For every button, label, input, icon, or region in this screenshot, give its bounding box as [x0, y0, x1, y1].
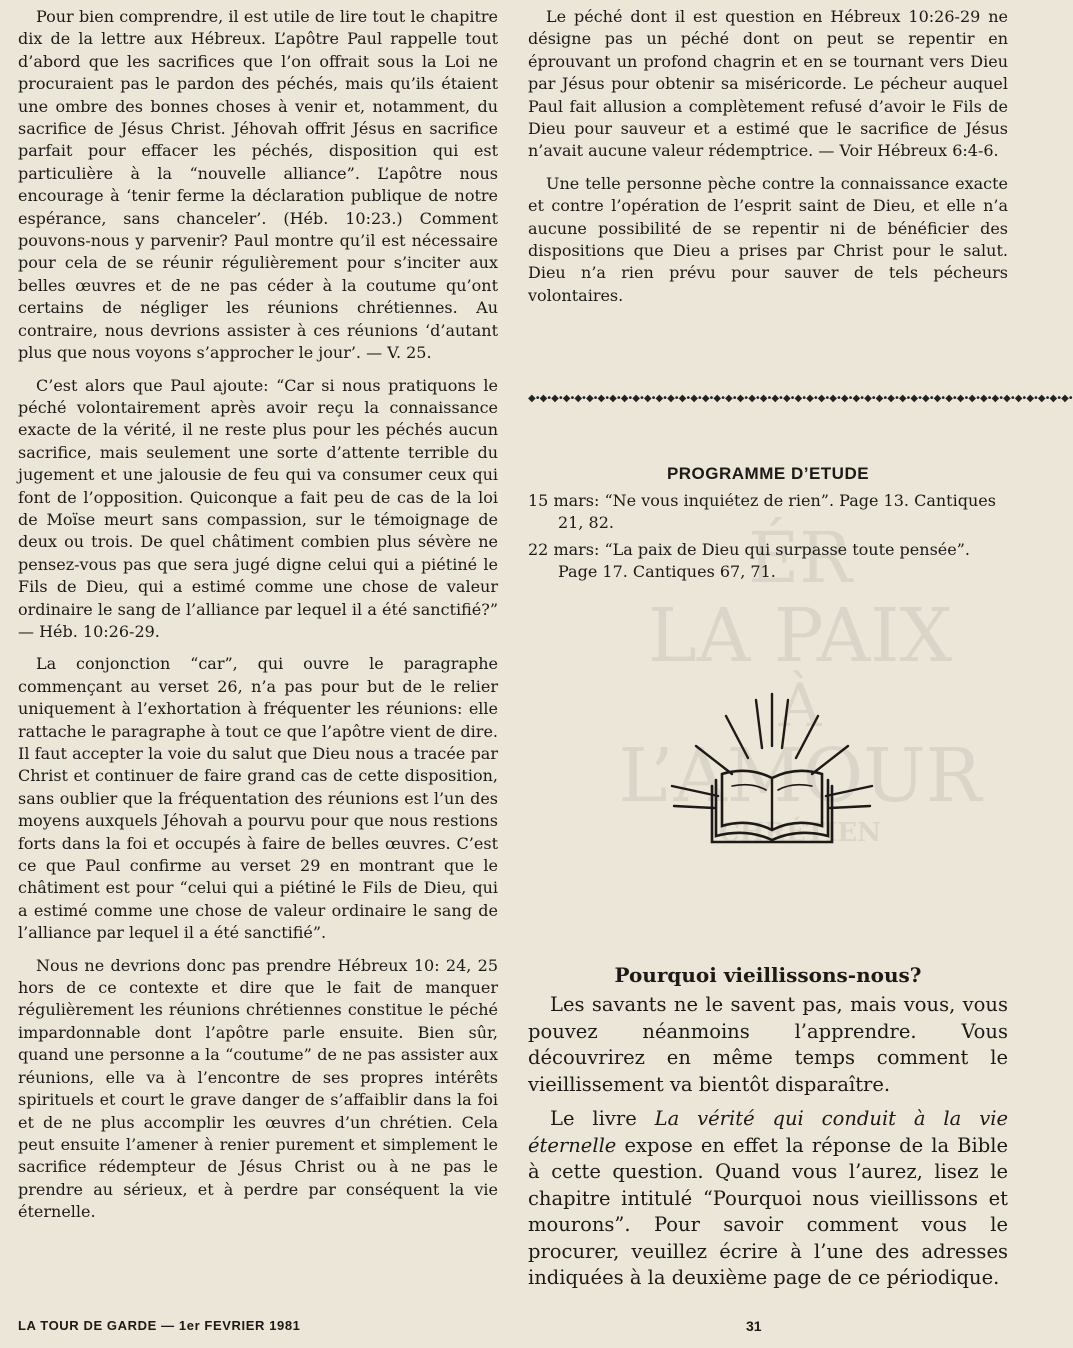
right-paragraph-1: Le péché dont il est question en Hébreux 10:26-29 ne désigne pas un péché dont on peut se repentir en éprouvant un profond chagrin et en se tournant vers Dieu par Jésus pour obtenir sa miséricorde. Le pécheur auquel Paul fait allusion a complètement refusé d’avoir le Fils de Dieu pour sauveur et a estimé que le sacrifice de Jésus n’avait aucune valeur rédemptrice. — Voir Hébreux 6:4-6. [528, 7, 1008, 161]
open-bible-icon [652, 686, 892, 862]
ghost-line-2: LA PAIX [647, 593, 953, 679]
ghost-line-4: L’AMOUR [618, 733, 982, 819]
study-program-item: 22 mars: “La paix de Dieu qui surpasse toute pensée”. Page 17. Cantiques 67, 71. [528, 539, 970, 582]
left-column [18, 6, 498, 1234]
study-program-item: 15 mars: “Ne vous inquiétez de rien”. Page 13. Cantiques 21, 82. [528, 491, 996, 533]
left-paragraph-2: C’est alors que Paul ajoute: “Car si nous pratiquons le péché volontairement après avoir reçu la connaissance exacte de la vérité, il ne reste plus pour les péchés aucun sacrifice, mais seulement une sorte d’attente terrible du jugement et une jalousie de feu qui va consumer ceux qui font de l’opposition. Quiconque a fait peu de cas de la loi de Moïse meurt sans compassion, sur le témoignage de deux ou trois. De quel châtiment combien plus sévère ne pensez-vous pas que sera jugé digne celui qui a piétiné le Fils de Dieu, qui a estimé comme une chose de valeur ordinaire le sang de l’alliance par lequel il a été sanctifié?” — Héb. 10:26-29. [18, 375, 498, 641]
right-column [528, 6, 1008, 317]
study-program-title: PROGRAMME D’ETUDE [666, 464, 870, 483]
promo-text: expose en effet la réponse de la Bible à cette question. Quand vous l’aurez, lisez le chapitre intitulé “Pourquoi nous vieillissons et mourons”. Pour savoir comment vous le procurer, veuillez écrire à l’une des adresses indiquées à la deuxième page de ce périodique. [528, 1133, 1008, 1289]
promo-paragraph-1: Les savants ne le savent pas, mais vous, vous pouvez néanmoins l’apprendre. Vous découvrirez en même temps comment le vieillissement va bientôt disparaître. [528, 993, 1008, 1096]
ghost-line-5: CHRÉTIEN [719, 818, 881, 848]
ghost-line-3: À [778, 671, 822, 741]
book-title: La vérité qui conduit à la vie éternelle [528, 1107, 1008, 1157]
page-number: 31 [746, 1318, 762, 1334]
promo-text: Le livre [550, 1107, 655, 1130]
right-paragraph-2: Une telle personne pèche contre la connaissance exacte et contre l’opération de l’esprit saint de Dieu, et elle n’a aucune possibilité de se repentir ni de bénéficier des dispositions que Dieu a prises par Christ pour le salut. Dieu n’a rien prévu pour sauver de tels pécheurs volontaires. [528, 173, 1008, 305]
ornamental-divider: ◆•◆•◆•◆•◆•◆•◆•◆•◆•◆•◆•◆•◆•◆•◆•◆•◆•◆•◆•◆•◆•◆•◆•◆•◆•◆•◆•◆•◆•◆•◆•◆•◆•◆•◆•◆•◆•◆•◆•◆•◆•◆•◆•◆•◆•◆•◆• [528, 393, 1073, 404]
footer-publication: LA TOUR DE GARDE — 1er FEVRIER 1981 [18, 1318, 301, 1333]
promo-block [528, 962, 1008, 1300]
ghost-line-1: ÉR [748, 517, 852, 599]
promo-paragraph-2 [528, 1106, 1008, 1292]
left-paragraph-1: Pour bien comprendre, il est utile de lire tout le chapitre dix de la lettre aux Hébreux. L’apôtre Paul rappelle tout d’abord que les sacrifices que l’on offrait sous la Loi ne procuraient pas le pardon des péchés, mais qu’ils étaient une ombre des bonnes choses à venir et, notamment, du sacrifice de Jésus Christ. Jéhovah offrit Jésus en sacrifice parfait pour effacer les péchés, disposition qui est particulière à la “nouvelle alliance”. L’apôtre nous encourage à ‘tenir ferme la déclaration publique de notre espérance, sans chanceler’. (Héb. 10:23.) Comment pouvons-nous y parvenir? Paul montre qu’il est nécessaire pour cela de se réunir régulièrement pour s’inciter aux belles œuvres et de ne pas céder à la coutume qu’ont certains de négliger les réunions chrétiennes. Au contraire, nous devrions assister à ces réunions ‘d’autant plus que nous voyons s’approcher le jour’. — V. 25. [18, 7, 498, 363]
study-program [528, 462, 1008, 588]
left-paragraph-3: La conjonction “car”, qui ouvre le paragraphe commençant au verset 26, n’a pas pour but de le relier uniquement à l’exhortation à fréquenter les réunions: elle rattache le paragraphe à tout ce que l’apôtre vient de dire. Il faut accepter la voie du salut que Dieu nous a tracée par Christ et continuer de faire grand cas de cette disposition, sans oublier que la fréquentation des réunions est l’un des moyens auxquels Jéhovah a pourvu pour que nous restions forts dans la foi et occupés à faire de belles œuvres. C’est ce que Paul confirme au verset 29 en montrant que le châtiment est pour “celui qui a piétiné le Fils de Dieu, qui a estimé comme une chose de valeur ordinaire le sang de l’alliance par lequel il a été sanctifié”. [18, 654, 498, 943]
left-paragraph-4: Nous ne devrions donc pas prendre Hébreux 10: 24, 25 hors de ce contexte et dire que le fait de manquer régulièrement les réunions chrétiennes constitue le péché impardonnable dont l’apôtre parle ensuite. Bien sûr, quand une personne a la “coutume” de ne pas assister aux réunions, elle va à l’encontre de ses propres intérêts spirituels et court le grave danger de s’affaiblir dans la foi et de ne plus accomplir les œuvres d’un chrétien. Cela peut ensuite l’amener à renier purement et simplement le sacrifice rédempteur de Jésus Christ ou à ne pas le prendre au sérieux, et à perdre par conséquent la vie éternelle. [18, 955, 498, 1222]
promo-title: Pourquoi vieillissons-nous? [614, 963, 922, 987]
